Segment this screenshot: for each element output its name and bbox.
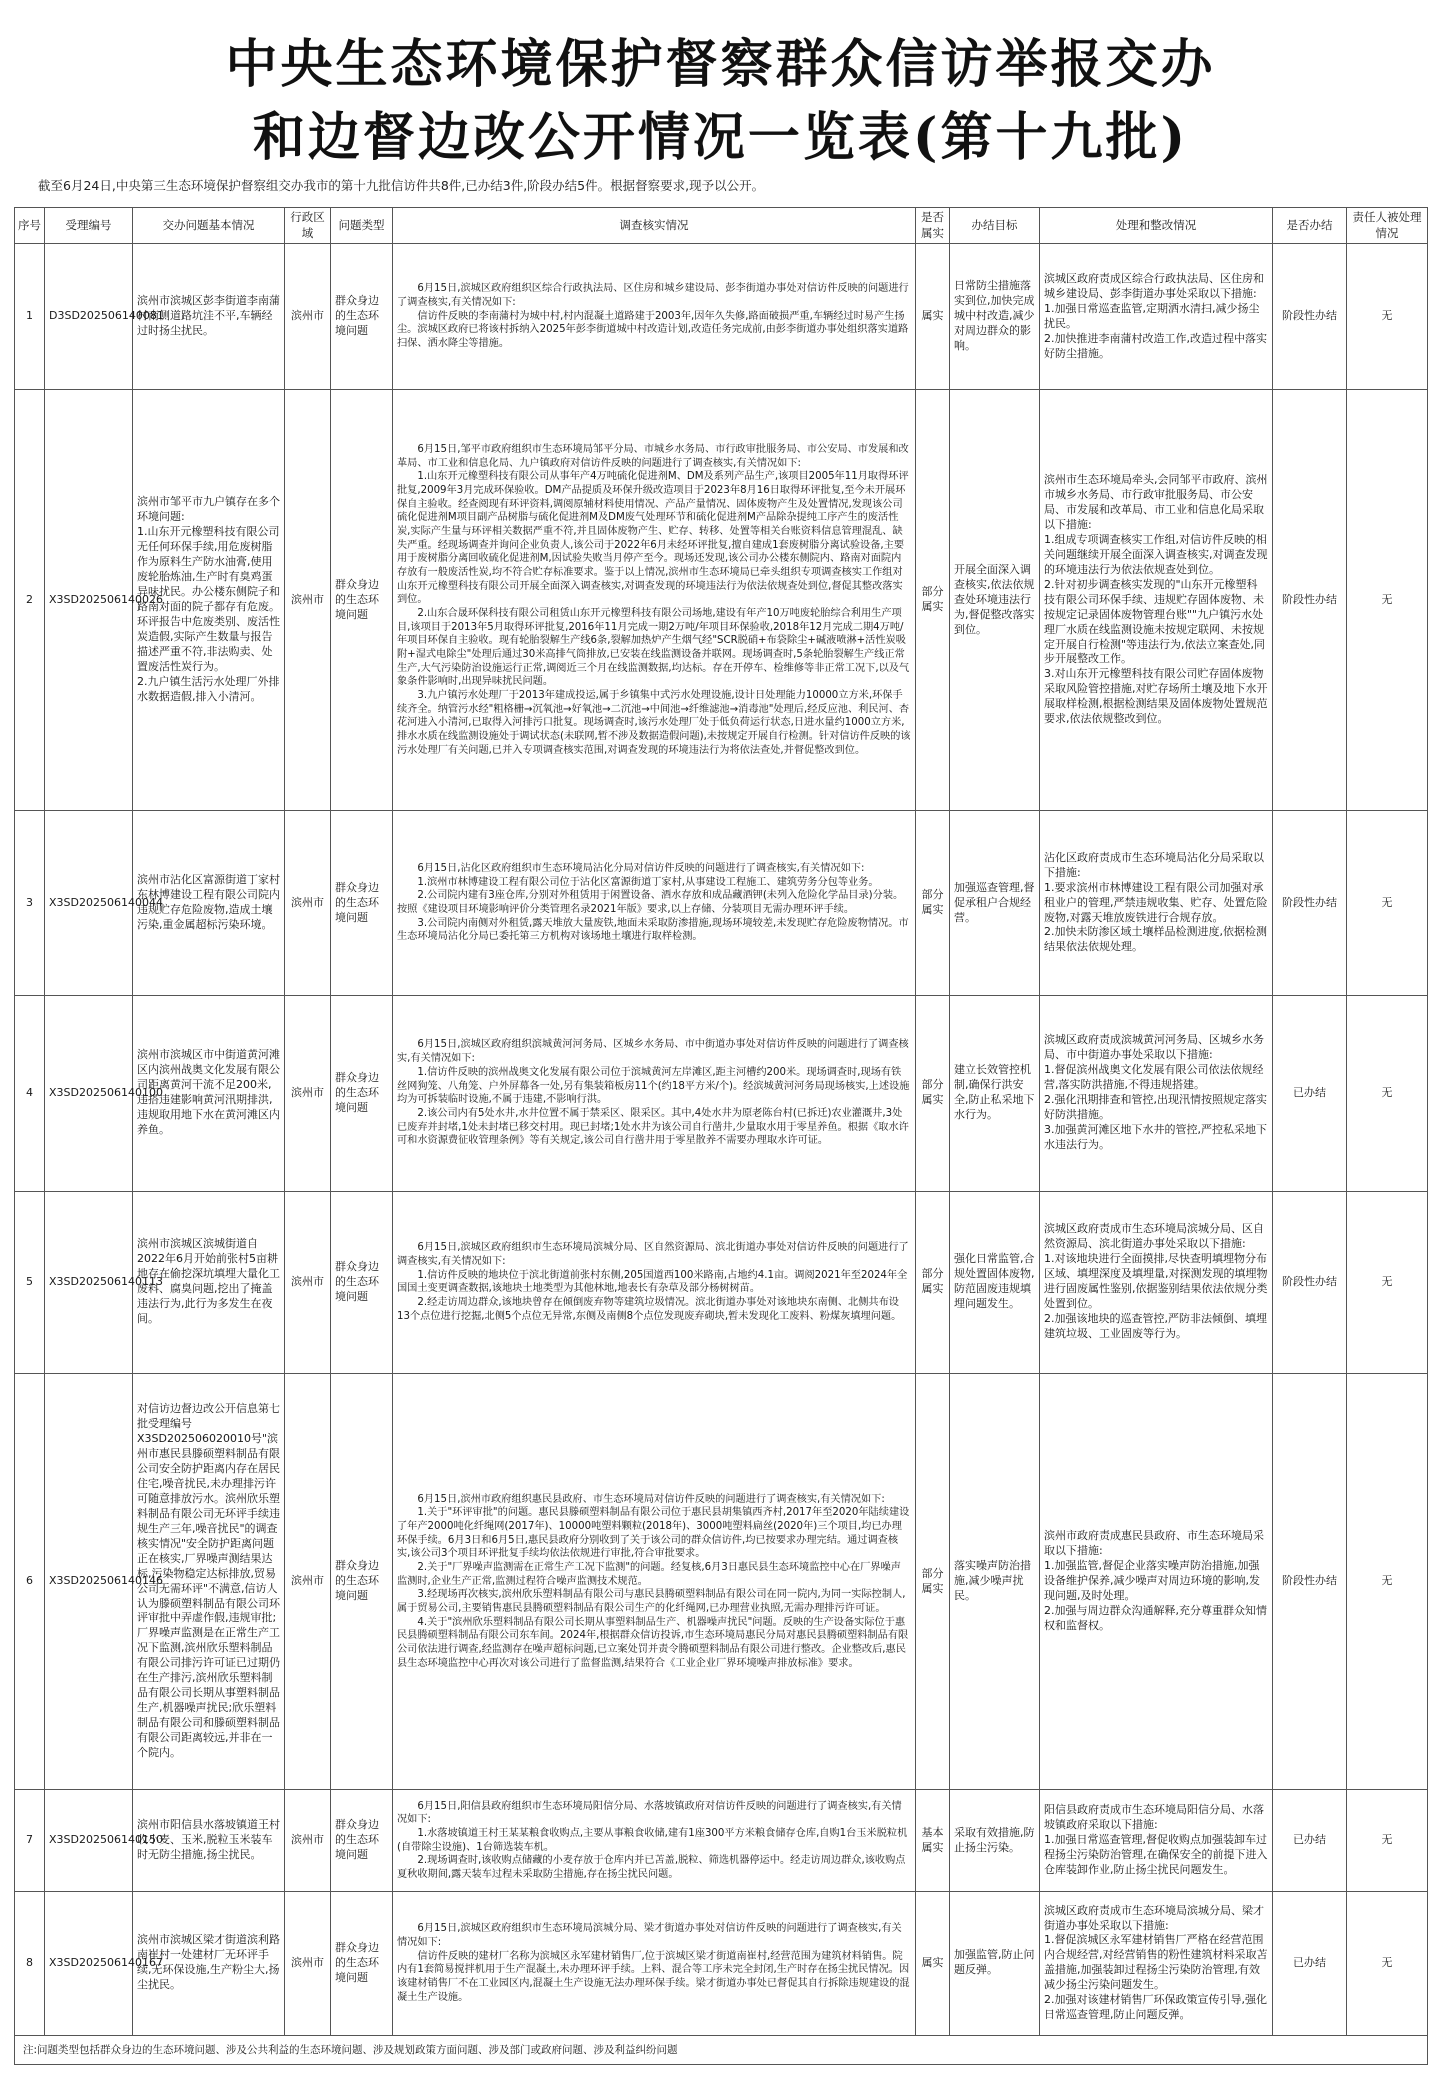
detail-paragraph: 2.经走访周边群众,该地块曾存在倾倒废弃物等建筑垃圾情况。滨北街道办事处对该地块东南侧、北侧共布设13个点位进行挖掘,北侧5个点位无异常,东侧及南侧8个点位发现废弃砌块,暂未发现化工废料、粉煤灰填埋问题。 [397,1296,902,1322]
page-title-line2: 和边督边改公开情况一览表(第十九批) [252,107,1189,168]
cell-status: 阶段性办结 [1273,1191,1347,1373]
cell-detail [393,811,916,995]
cell-resp: 无 [1347,1373,1428,1790]
cell-area: 滨州市 [285,995,331,1191]
cell-detail [393,244,916,390]
note-row [15,2036,1428,2065]
cell-resp: 无 [1347,995,1428,1191]
page-title-line1: 中央生态环境保护督察群众信访举报交办 [225,34,1216,95]
cell-code: X3SD202506140150 [45,1790,133,1891]
detail-paragraph: 2.该公司内有5处水井,水井位置不属于禁采区、限采区。其中,4处水井为原老陈台村(已拆迁)农业灌溉井,3处已废弃并封堵,1处未封堵已移交村用。现已封堵;1处水井为该公司自行凿井,少量取水用于零星养鱼。根据《取水许可和水资源费征收管理条例》等有关规定,该公司自行凿井用于零星散养不需要办理取水许可证。 [397,1107,909,1147]
cell-resp: 无 [1347,811,1428,995]
cell-detail [393,995,916,1191]
table-row [15,1191,1428,1373]
header-real: 是否属实 [916,208,950,244]
detail-paragraph: 信访件反映的建材厂名称为滨城区永军建材销售厂,位于滨城区梁才街道南崔村,经营范围为建筑材料销售。院内有1套简易搅拌机用于生产混凝土,未办理环评手续。上料、混合等工序未完全封闭,生产时存在扬尘扰民情况。因该建材销售厂不在工业园区内,混凝土生产设施无法办理环保手续。梁才街道办事处已督促其自行拆除违规建设的混凝土生产设施。 [397,1950,910,2003]
cell-no: 5 [15,1191,45,1373]
cell-issue: 滨州市阳信县水落坡镇道王村收小麦、玉米,脱粒玉米装车时无防尘措施,扬尘扰民。 [133,1790,285,1891]
cell-no: 4 [15,995,45,1191]
cell-resp: 无 [1347,1191,1428,1373]
cell-handle: 阳信县政府责成市生态环境局阳信分局、水落坡镇政府采取以下措施: 1.加强日常巡查管理,督促收购点加强装卸车过程扬尘污染防治管理,在确保安全的前提下进入仓库装卸作业,防止扬尘扰民问题发生。 [1040,1790,1273,1891]
cell-area: 滨州市 [285,811,331,995]
header-handle: 处理和整改情况 [1040,208,1273,244]
detail-paragraph: 2.公司院内建有3座仓库,分别对外租赁用于闲置设备、酒水存放和成品藏酒钾(未列入危险化学品目录)分装。按照《建设项目环境影响评价分类管理名录2021年版》要求,以上存储、分装项目无需办理环评手续。 [397,890,904,916]
detail-paragraph: 6月15日,滨城区政府组织区综合行政执法局、区住房和城乡建设局、彭李街道办事处对信访件反映的问题进行了调查核实,有关情况如下: [397,283,909,309]
detail-paragraph: 1.山东开元橡塑科技有限公司从事年产4万吨硫化促进剂M、DM及系列产品生产,该项目2005年11月取得环评批复,2009年3月完成环保验收。DM产品提质及环保升级改造项目于2023年8月16日取得环评批复,至今未开展环保自主验收。经查阅现有环评资料,调阅原辅材料使用情况、产品产量情况、固体废物产生及处置情况,发现该公司硫化促进剂M项目副产品树脂与硫化促进剂M及DM废气处理环节和硫化促进剂M产品除杂提纯工序产生的废活性炭,实际产生量与环评相关数据严重不符,并且固体废物产生、贮存、转移、处置等相关台账资料信息管理混乱、缺失严重。经现场调查并询问企业负责人,该公司于2022年6月未经环评批复,擅自建成1套废树脂分离试验设备,主要用于废树脂分离回收硫化促进剂M,因试验失败当月停产至今。现场还发现,该公司办公楼东侧院内、路南对面院内存放有一般废活性炭,均不符合贮存标准要求。鉴于以上情况,滨州市生态环境局已牵头组织专项调查核实工作组对山东开元橡塑科技有限公司开展全面深入调查核实,对调查发现的环境违法行为依法依规查处到位,督促其整改落实到位。 [397,471,909,606]
cell-handle: 滨城区政府责成市生态环境局滨城分局、梁才街道办事处采取以下措施: 1.督促滨城区永军建材销售厂严格在经营范围内合规经营,对经营销售的粉性建筑材料采取苫盖措施,加强装卸过程扬尘污染防治管理,有效减少扬尘污染问题发生。 2.加强对该建材销售厂环保政策宣传引导,强化日常巡查管理,防止问题反弹。 [1040,1891,1273,2035]
detail-paragraph: 2.关于"厂界噪声监测需在正常生产工况下监测"的问题。经复核,6月3日惠民县生态环境监控中心在厂界噪声监测时,企业生产正常,监测过程符合噪声监测技术规范。 [397,1562,901,1587]
detail-paragraph: 1.信访件反映的滨州战奥文化发展有限公司位于滨城黄河左岸滩区,距主河槽约200米。现场调查时,现场有铁丝网狗笼、八角笼、户外屏幕各一处,另有集装箱板房11个(约18平方米/个)。经滨城黄河河务局现场核实,上述设施均为可拆装临时设施,不属于违建,不影响行洪。 [397,1066,910,1106]
cell-area: 滨州市 [285,390,331,811]
cell-status: 阶段性办结 [1273,244,1347,390]
cell-status: 已办结 [1273,1790,1347,1891]
header-area: 行政区域 [285,208,331,244]
table-row [15,811,1428,995]
detail-paragraph: 6月15日,滨城区政府组织市生态环境局滨城分局、梁才街道办事处对信访件反映的问题进行了调查核实,有关情况如下: [397,1923,902,1949]
table-row [15,995,1428,1191]
cell-resp: 无 [1347,244,1428,390]
cell-code: X3SD202506140167 [45,1891,133,2035]
cell-area: 滨州市 [285,1191,331,1373]
cell-detail [393,1191,916,1373]
cell-code: X3SD202506140113 [45,1191,133,1373]
detail-paragraph: 1.关于"环评审批"的问题。惠民县滕硕塑料制品有限公司位于惠民县胡集镇西齐村,2017年至2020年陆续建设了年产2000吨化纤绳网(2017年)、10000吨塑料颗粒(2018年)、3000吨塑料扁丝(2020年)三个项目,均已办理环保手续。6月3日和6月5日,惠民县政府分别收到了关于该公司的群众信访件,均已按要求办理完结。通过调查核实,该公司3个项目环评批复手续均依法依规进行审批,符合审批要求。 [397,1507,910,1560]
cell-detail [393,1790,916,1891]
cell-resp: 无 [1347,390,1428,811]
cell-real: 属实 [916,244,950,390]
detail-paragraph: 1.信访件反映的地块位于滨北街道前张村东侧,205国道西100米路南,占地约4.1亩。调阅2021年至2024年全国国土变更调查数据,该地块土地类型为其他林地,地表长有杂草及部分杨树树苗。 [397,1269,908,1295]
cell-no: 6 [15,1373,45,1790]
cell-type: 群众身边的生态环境问题 [331,390,393,811]
cell-type: 群众身边的生态环境问题 [331,244,393,390]
cell-no: 1 [15,244,45,390]
cell-status: 阶段性办结 [1273,390,1347,811]
cell-detail [393,1373,916,1790]
cell-code: X3SD202506140026 [45,390,133,811]
cell-status: 阶段性办结 [1273,811,1347,995]
cell-real: 部分属实 [916,811,950,995]
cell-resp: 无 [1347,1891,1428,2035]
cell-goal: 采取有效措施,防止扬尘污染。 [950,1790,1040,1891]
cell-type: 群众身边的生态环境问题 [331,1191,393,1373]
cell-type: 群众身边的生态环境问题 [331,811,393,995]
cell-area: 滨州市 [285,1891,331,2035]
header-detail: 调查核实情况 [393,208,916,244]
cell-code: X3SD202506140146 [45,1373,133,1790]
table-note: 注:问题类型包括群众身边的生态环境问题、涉及公共利益的生态环境问题、涉及规划政策方面问题、涉及部门或政府问题、涉及利益纠纷问题 [15,2036,1428,2065]
cell-goal: 强化日常监管,合规处置固体废物,防范固废违规填埋问题发生。 [950,1191,1040,1373]
cell-goal: 建立长效管控机制,确保行洪安全,防止私采地下水行为。 [950,995,1040,1191]
cell-no: 3 [15,811,45,995]
cell-area: 滨州市 [285,244,331,390]
cell-status: 已办结 [1273,995,1347,1191]
detail-paragraph: 信访件反映的李南蒲村为城中村,村内混凝土道路建于2003年,因年久失修,路面破损严重,车辆经过时易产生扬尘。滨城区政府已将该村拆纳入2025年彭李街道城中村改造计划,改造任务完成前,由彭李街道办事处组织落实道路扫保、洒水降尘等措施。 [397,310,909,350]
detail-paragraph: 4.关于"滨州欣乐塑料制品有限公司长期从事塑料制品生产、机器噪声扰民"问题。反映的生产设备实际位于惠民县腾硕塑料制品有限公司东车间。2024年,根据群众信访投诉,市生态环境局惠民分局对惠民县腾硕塑料制品有限公司依法进行调查,经监测存在噪声超标问题,已立案处罚并责令腾硕塑料制品有限公司进行整改。企业整改后,惠民县生态环境监控中心再次对该公司进行了监督监测,结果符合《工业企业厂界环境噪声排放标准》要求。 [397,1616,909,1669]
header-goal: 办结目标 [950,208,1040,244]
cell-issue: 滨州市滨城区梁才街道滨利路南崔村一处建材厂无环评手续,无环保设施,生产粉尘大,扬尘扰民。 [133,1891,285,2035]
cell-code: D3SD202506140081 [45,244,133,390]
detail-paragraph: 3.经现场再次核实,滨州欣乐塑料制品有限公司与惠民县腾硕塑料制品有限公司在同一院内,为同一实际控制人,属于贸易公司,主要销售惠民县腾硕塑料制品有限公司生产的化纤绳网,已办理营业执照,无需办理排污许可证。 [397,1589,906,1615]
table-row [15,390,1428,811]
cell-goal: 日常防尘措施落实到位,加快完成城中村改造,减少对周边群众的影响。 [950,244,1040,390]
cell-real: 部分属实 [916,390,950,811]
cell-goal: 开展全面深入调查核实,依法依规查处环境违法行为,督促整改落实到位。 [950,390,1040,811]
detail-paragraph: 2.山东合晟环保科技有限公司租赁山东开元橡塑科技有限公司场地,建设有年产10万吨废轮胎综合利用生产项目,该项目于2013年5月取得环评批复,2016年11月完成一期2万吨/年项目环保验收,2018年12月完成二期4万吨/年项目环保自主验收。现有轮胎裂解生产线6条,裂解加热炉产生烟气经"SCR脱硝+布袋除尘+碱液喷淋+活性炭吸附+湿式电除尘"处理后通过30米高排气筒排放,已安装在线监测设备并联网。现场调查时,5条轮胎裂解生产线正常生产,大气污染防治设施运行正常,调阅近三个月在线监测数据,均达标。存在开停车、检维修等非正常工况下,以及气象条件影响时,出现异味扰民问题。 [397,607,910,688]
cell-no: 2 [15,390,45,811]
detail-paragraph: 1.滨州市林博建设工程有限公司位于沾化区富源街道丁家村,从事建设工程施工、建筑劳务分包等业务。 [417,876,879,888]
table-row [15,244,1428,390]
detail-paragraph: 6月15日,阳信县政府组织市生态环境局阳信分局、水落坡镇政府对信访件反映的问题进行了调查核实,有关情况如下: [397,1800,902,1826]
cell-code: X3SD202506140044 [45,811,133,995]
cell-detail [393,390,916,811]
cell-type: 群众身边的生态环境问题 [331,1373,393,1790]
cell-issue: 滨州市沾化区富源街道丁家村东林博建设工程有限公司院内违规贮存危险废物,造成土壤污染,重金属超标污染环境。 [133,811,285,995]
cell-issue: 滨州市滨城区市中街道黄河滩区内滨州战奥文化发展有限公司距离黄河干流不足200米,违搭违建影响黄河汛期排洪,违规取用地下水在黄河滩区内养鱼。 [133,995,285,1191]
petition-table [14,207,1428,2065]
cell-type: 群众身边的生态环境问题 [331,995,393,1191]
cell-no: 7 [15,1790,45,1891]
table-row [15,1891,1428,2035]
cell-resp: 无 [1347,1790,1428,1891]
table-row [15,1373,1428,1790]
detail-paragraph: 3.公司院内南侧对外租赁,露天堆放大量废铁,地面未采取防渗措施,现场环境较差,未发现贮存危险废物情况。市生态环境局沾化分局已委托第三方机构对该场地土壤进行取样检测。 [397,917,909,943]
cell-status: 阶段性办结 [1273,1373,1347,1790]
intro-text: 截至6月24日,中央第三生态环境保护督察组交办我市的第十九批信访件共8件,已办结3件,阶段办结5件。根据督察要求,现予以公开。 [38,178,765,193]
cell-goal: 落实噪声防治措施,减少噪声扰民。 [950,1373,1040,1790]
table-header-row [15,208,1428,244]
cell-handle: 滨城区政府责成滨城黄河河务局、区城乡水务局、市中街道办事处采取以下措施: 1.督促滨州战奥文化发展有限公司依法依规经营,落实防洪措施,不得违规搭建。 2.强化汛期排查和管控,出现汛情按照规定落实好防洪措施。 3.加强黄河滩区地下水井的管控,严控私采地下水违法行为。 [1040,995,1273,1191]
detail-paragraph: 6月15日,邹平市政府组织市生态环境局邹平分局、市城乡水务局、市行政审批服务局、市公安局、市发展和改革局、市工业和信息化局、九户镇政府对信访件反映的问题进行了调查核实,有关情况如下: [397,443,909,469]
detail-paragraph: 2.现场调查时,该收购点储藏的小麦存放于仓库内并已苫盖,脱粒、筛选机器停运中。经走访周边群众,该收购点夏秋收期间,露天装车过程未采取防尘措施,存在扬尘扰民问题。 [397,1855,906,1880]
cell-real: 属实 [916,1891,950,2035]
cell-issue: 滨州市邹平市九户镇存在多个环境问题: 1.山东开元橡塑科技有限公司无任何环保手续,用危废树脂作为原料生产防水油膏,使用废轮胎炼油,生产时有臭鸡蛋异味扰民。办公楼东侧院子和路南对面的院子都存有危废。环评报告中危废类别、废活性炭造假,实际产生数量与报告描述严重不符,非法购卖、处置废活性炭行为。 2.九户镇生活污水处理厂外排水数据造假,排入小清河。 [133,390,285,811]
cell-handle: 滨州市生态环境局牵头,会同邹平市政府、滨州市城乡水务局、市行政审批服务局、市公安局、市发展和改革局、市工业和信息化局采取以下措施: 1.组成专项调查核实工作组,对信访件反映的相关问题继续开展全面深入调查核实,对调查发现的环境违法行为依法依规查处到位。 2.针对初步调查核实发现的"山东开元橡塑科技有限公司环保手续、违规贮存固体废物、未按规定记录固体废物管理台账""九户镇污水处理厂水质在线监测设施未按规定联网、未按规定开展自行检测"等违法行为,依法立案查处,同步开展整改工作。 3.对山东开元橡塑科技有限公司贮存固体废物采取风险管控措施,对贮存场所土壤及地下水开展取样检测,根据检测结果及固体废物处置规范要求,依法依规整改到位。 [1040,390,1273,811]
detail-paragraph: 6月15日,滨州市政府组织惠民县政府、市生态环境局对信访件反映的问题进行了调查核实,有关情况如下: [417,1493,885,1505]
cell-status: 已办结 [1273,1891,1347,2035]
cell-area: 滨州市 [285,1790,331,1891]
cell-handle: 滨城区政府责成市生态环境局滨城分局、区自然资源局、滨北街道办事处采取以下措施: 1.对该地块进行全面摸排,尽快查明填埋物分布区域、填埋深度及填埋量,对探测发现的填埋物进行固废属性鉴别,依据鉴别结果依法依规分类处置到位。 2.加强该地块的巡查管控,严防非法倾倒、填埋建筑垃圾、工业固废等行为。 [1040,1191,1273,1373]
header-status: 是否办结 [1273,208,1347,244]
cell-real: 部分属实 [916,1191,950,1373]
cell-goal: 加强巡查管理,督促承租户合规经营。 [950,811,1040,995]
cell-issue: 对信访边督边改公开信息第七批受理编号X3SD202506020010号"滨州市惠民县滕硕塑料制品有限公司安全防护距离内存在居民住宅,噪音扰民,未办理排污许可随意排放污水。滨州欣乐塑料制品有限公司无环评手续违规生产三年,噪音扰民"的调查核实情况"安全防护距离问题正在核实,厂界噪声测结果达标,污染物稳定达标排放,贸易公司无需环评"不满意,信访人认为滕硕塑料制品有限公司环评审批中弄虚作假,违规审批;厂界噪声监测是在正常生产工况下监测,滨州欣乐塑料制品有限公司排污许可证已过期仍在生产排污,滨州欣乐塑料制品有限公司长期从事塑料制品生产,机器噪声扰民;欣乐塑料制品有限公司和滕硕塑料制品有限公司距离较远,并非在一个院内。 [133,1373,285,1790]
detail-paragraph: 1.水落坡镇道王村王某某粮食收购点,主要从事粮食收储,建有1座300平方米粮食储存仓库,自购1台玉米脱粒机(自带除尘设施)、1台筛选装车机。 [397,1827,908,1853]
cell-type: 群众身边的生态环境问题 [331,1790,393,1891]
cell-handle: 沾化区政府责成市生态环境局沾化分局采取以下措施: 1.要求滨州市林博建设工程有限公司加强对承租业户的管理,严禁违规收集、贮存、处置危险废物,对露天堆放废铁进行合规存放。 2.加快未防渗区域土壤样品检测进度,依据检测结果依法依规处理。 [1040,811,1273,995]
cell-handle: 滨城区政府责成区综合行政执法局、区住房和城乡建设局、彭李街道办事处采取以下措施: 1.加强日常巡查监管,定期洒水清扫,减少扬尘扰民。 2.加快推进李南蒲村改造工作,改造过程中落实好防尘措施。 [1040,244,1273,390]
cell-real: 部分属实 [916,1373,950,1790]
cell-real: 部分属实 [916,995,950,1191]
header-type: 问题类型 [331,208,393,244]
cell-issue: 滨州市滨城区滨城街道自2022年6月开始前张村5亩耕地存在偷挖深坑填埋大量化工废料、腐臭问题,挖出了掩盖违法行为,此行为多发生在夜间。 [133,1191,285,1373]
cell-real: 基本属实 [916,1790,950,1891]
detail-paragraph: 6月15日,滨城区政府组织市生态环境局滨城分局、区自然资源局、滨北街道办事处对信访件反映的问题进行了调查核实,有关情况如下: [397,1242,909,1267]
header-no: 序号 [15,208,45,244]
cell-goal: 加强监管,防止问题反弹。 [950,1891,1040,2035]
detail-paragraph: 6月15日,沾化区政府组织市生态环境局沾化分局对信访件反映的问题进行了调查核实,有关情况如下: [417,863,865,874]
detail-paragraph: 6月15日,滨城区政府组织滨城黄河河务局、区城乡水务局、市中街道办事处对信访件反映的问题进行了调查核实,有关情况如下: [397,1039,909,1065]
table-row [15,1790,1428,1891]
cell-no: 8 [15,1891,45,2035]
cell-type: 群众身边的生态环境问题 [331,1891,393,2035]
cell-detail [393,1891,916,2035]
header-resp: 责任人被处理情况 [1347,208,1428,244]
cell-issue: 滨州市滨城区彭李街道李南蒲村南侧道路坑洼不平,车辆经过时扬尘扰民。 [133,244,285,390]
cell-handle: 滨州市政府责成惠民县政府、市生态环境局采取以下措施: 1.加强监管,督促企业落实噪声防治措施,加强设备维护保养,减少噪声对周边环境的影响,发现问题,及时处理。 2.加强与周边群众沟通解释,充分尊重群众知情权和监督权。 [1040,1373,1273,1790]
cell-area: 滨州市 [285,1373,331,1790]
detail-paragraph: 3.九户镇污水处理厂于2013年建成投运,属于乡镇集中式污水处理设施,设计日处理能力10000立方米,环保手续齐全。纳管污水经"粗格栅→沉氧池→好氧池→二沉池→中间池→纤维滤池→消毒池"处理后,经反应池、利民河、杏花河进入小清河,已取得入河排污口批复。现场调查时,该污水处理厂处于低负荷运行状态,日进水量约1000立方米,排水水质在线监测设施处于调试状态(未联网,暂不涉及数据造假问题),未按规定开展自行检测。针对信访件反映的该污水处理厂有关问题,已并入专项调查核实范围,对调查发现的环境违法行为将依法查处,并督促整改到位。 [397,690,911,756]
header-code: 受理编号 [45,208,133,244]
header-issue: 交办问题基本情况 [133,208,285,244]
cell-code: X3SD202506140100 [45,995,133,1191]
